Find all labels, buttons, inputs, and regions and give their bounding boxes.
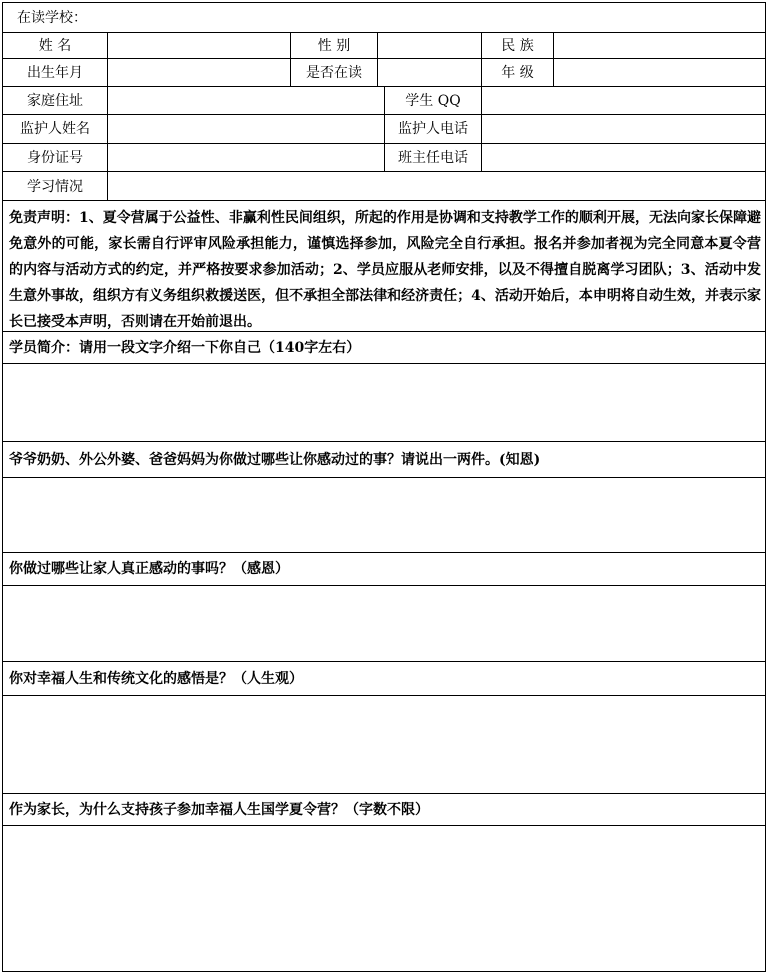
row-divider	[3, 363, 765, 364]
school-label: 在读学校：	[17, 10, 87, 26]
col-divider	[553, 32, 554, 86]
enrolled-label: 是否在读	[306, 65, 362, 81]
student-qq-label: 学生 QQ	[405, 93, 461, 109]
question-parent-reason: 作为家长，为什么支持孩子参加幸福人生国学夏令营？（字数不限）	[9, 802, 429, 818]
gender-label: 性 别	[317, 38, 351, 54]
row-divider	[3, 477, 765, 478]
school-input[interactable]	[99, 5, 759, 30]
teacher-phone-input[interactable]	[483, 145, 763, 170]
id-number-input[interactable]	[109, 145, 382, 170]
student-qq-input[interactable]	[483, 88, 763, 113]
row-divider	[3, 695, 765, 696]
gender-input[interactable]	[379, 34, 479, 57]
grade-label: 年 级	[501, 65, 534, 81]
ethnicity-label: 民 族	[501, 38, 534, 54]
guardian-phone-label: 监护人电话	[398, 121, 468, 137]
grade-input[interactable]	[555, 60, 763, 85]
enrolled-input[interactable]	[379, 60, 479, 85]
col-divider	[377, 32, 378, 86]
address-label: 家庭住址	[27, 93, 83, 109]
answer-family-gratitude[interactable]	[5, 479, 763, 551]
row-divider	[3, 793, 765, 794]
question-self-intro: 学员简介：请用一段文字介绍一下你自己（140字左右）	[9, 340, 361, 356]
birth-date-label: 出生年月	[27, 65, 83, 81]
study-status-input[interactable]	[109, 173, 763, 199]
name-label: 姓 名	[38, 38, 72, 54]
answer-thankfulness[interactable]	[5, 587, 763, 660]
row-divider	[3, 58, 765, 59]
name-input[interactable]	[109, 34, 288, 57]
guardian-name-label: 监护人姓名	[20, 121, 90, 137]
study-status-label: 学习情况	[27, 179, 83, 195]
address-input[interactable]	[109, 88, 382, 113]
question-family-gratitude: 爷爷奶奶、外公外婆、爸爸妈妈为你做过哪些让你感动过的事？请说出一两件。(知恩)	[9, 452, 541, 468]
disclaimer-text: 免责声明：1、夏令营属于公益性、非赢利性民间组织，所起的作用是协调和支持教学工作的顺利开展，无法向家长保障避免意外的可能，家长需自行评审风险承担能力，谨慎选择参加，风险完全自行承担。报名并参加者视为完全同意本夏令营的内容与活动方式的约定，并严格按要求参加活动；2、学员应服从老师安排，以及不得擅自脱离学习团队；3、活动中发生意外事故，组织方有义务组织救援送医，但不承担全部法律和经济责任；4、活动开始后，本申明将自动生效，并表示家长已接受本声明，否则请在开始前退出。	[9, 210, 761, 330]
id-number-label: 身份证号	[27, 150, 83, 166]
row-divider	[3, 200, 765, 201]
ethnicity-input[interactable]	[555, 34, 763, 57]
row-divider	[3, 585, 765, 586]
col-divider	[481, 86, 482, 171]
guardian-name-input[interactable]	[109, 116, 382, 142]
row-divider	[3, 171, 765, 172]
answer-parent-reason[interactable]	[5, 827, 763, 969]
row-divider	[3, 661, 765, 662]
birth-date-input[interactable]	[109, 60, 288, 85]
question-life-view: 你对幸福人生和传统文化的感悟是？（人生观）	[9, 671, 303, 687]
row-divider	[3, 32, 765, 33]
row-divider	[3, 552, 765, 553]
teacher-phone-label: 班主任电话	[398, 150, 468, 166]
answer-self-intro[interactable]	[5, 365, 763, 440]
row-divider	[3, 441, 765, 442]
question-thankfulness: 你做过哪些让家人真正感动的事吗？（感恩）	[9, 561, 289, 577]
guardian-phone-input[interactable]	[483, 116, 763, 142]
answer-life-view[interactable]	[5, 697, 763, 792]
col-divider	[107, 32, 108, 200]
enrollment-form	[2, 2, 766, 972]
row-divider	[3, 825, 765, 826]
